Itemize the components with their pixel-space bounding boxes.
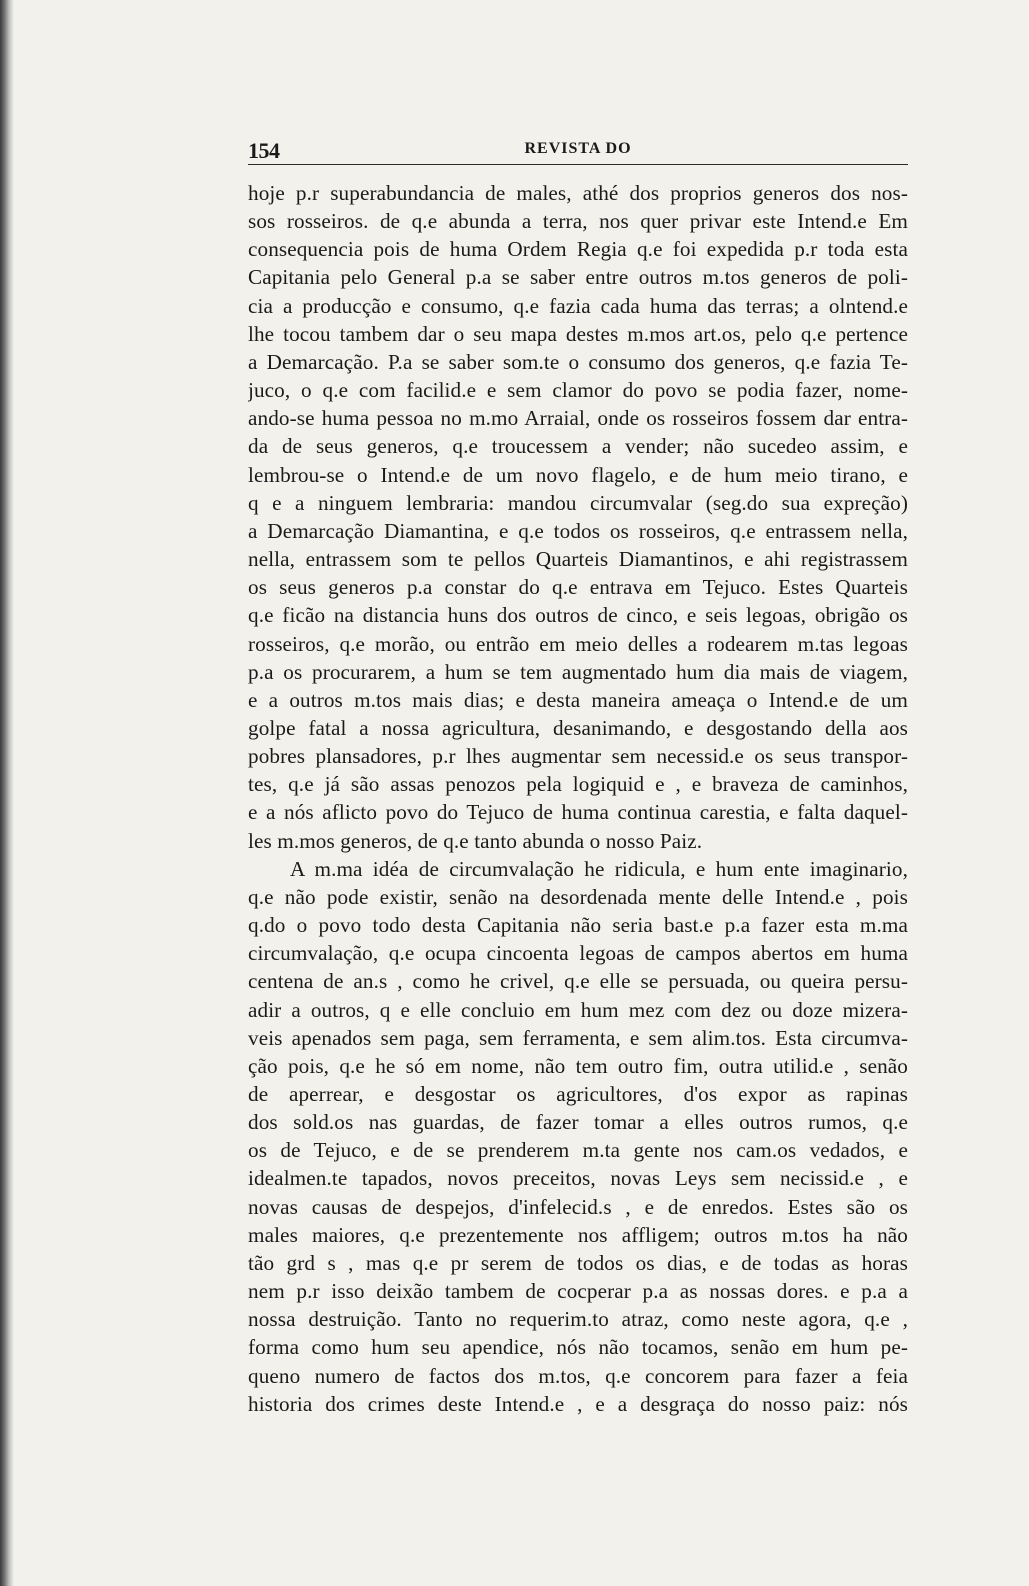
text-line: pobres plansadores, p.r lhes augmentar sem necessid.e os seus transpor-: [248, 744, 908, 769]
paragraph-2: [248, 855, 908, 1418]
text-line: forma como hum seu apendice, nós não tocamos, senão em hum pe-: [248, 1335, 908, 1360]
text-line: historia dos crimes deste Intend.e , e a desgraça do nosso paiz: nós: [248, 1391, 908, 1416]
text-line: tão grd s , mas q.e pr serem de todos os dias, e de todas as horas: [248, 1250, 908, 1275]
text-line: idealmen.te tapados, novos preceitos, novas Leys sem necissid.e , e: [248, 1166, 908, 1191]
text-line: novas causas de despejos, d'infelecid.s , e de enredos. Estes são os: [248, 1194, 908, 1219]
page-number: 154: [248, 138, 280, 163]
text-line: circumvalação, q.e ocupa cincoenta legoas de campos abertos em huma: [248, 941, 908, 966]
text-line: os seus generos p.a constar do q.e entrava em Tejuco. Estes Quarteis: [248, 575, 908, 600]
text-line: os de Tejuco, e de se prenderem m.ta gente nos cam.os vedados, e: [248, 1138, 908, 1163]
text-line: e a nós aflicto povo do Tejuco de huma continua carestia, e falta daquel-: [248, 800, 908, 825]
text-line: a Demarcação. P.a se saber som.te o consumo dos generos, q.e fazia Te-: [248, 349, 908, 374]
text-line: lhe tocou tambem dar o seu mapa destes m.mos art.os, pelo q.e pertence: [248, 321, 908, 346]
text-line: consequencia pois de huma Ordem Regia q.e foi expedida p.r toda esta: [248, 237, 908, 262]
page-binding-edge: [0, 0, 14, 1586]
text-line: cia a producção e consumo, q.e fazia cada huma das terras; a olntend.e: [248, 293, 908, 318]
running-head: [248, 130, 908, 165]
text-line: nossa destruição. Tanto no requerim.to atraz, como neste agora, q.e ,: [248, 1307, 908, 1332]
text-line: veis apenados sem paga, sem ferramenta, e sem alim.tos. Esta circumva-: [248, 1025, 908, 1050]
text-line: golpe fatal a nossa agricultura, desanimando, e desgostando della aos: [248, 715, 908, 740]
journal-title: REVISTA DO: [524, 140, 632, 157]
text-line: e a outros m.tos mais dias; e desta maneira ameaça o Intend.e de um: [248, 687, 908, 712]
text-line: nella, entrassem som te pellos Quarteis Diamantinos, e ahi registrassem: [248, 547, 908, 572]
text-line: lembrou-se o Intend.e de um novo flagelo, e de hum meio tirano, e: [248, 462, 908, 487]
text-line: rosseiros, q.e morão, ou entrão em meio delles a rodearem m.tas legoas: [248, 631, 908, 656]
body-text: [248, 179, 908, 1418]
text-line: queno numero de factos dos m.tos, q.e concorem para fazer a feia: [248, 1363, 908, 1388]
text-line: da de seus generos, q.e troucessem a vender; não sucedeo assim, e: [248, 434, 908, 459]
text-line: hoje p.r superabundancia de males, athé dos proprios generos dos nos-: [248, 181, 908, 205]
text-line: q.do o povo todo desta Capitania não seria bast.e p.a fazer esta m.ma: [248, 913, 908, 938]
text-line: dos sold.os nas guardas, de fazer tomar a elles outros rumos, q.e: [248, 1110, 908, 1135]
text-line: q e a ninguem lembraria: mandou circumvalar (seg.do sua expreção): [248, 490, 908, 515]
text-line: males maiores, q.e prezentemente nos affligem; outros m.tos ha não: [248, 1222, 908, 1247]
text-line: adir a outros, q e elle concluio em hum mez com dez ou doze mizera-: [248, 997, 908, 1022]
text-line: A m.ma idéa de circumvalação he ridicula, e hum ente imaginario,: [290, 856, 908, 881]
text-line: Capitania pelo General p.a se saber entre outros m.tos generos de poli-: [248, 265, 908, 290]
text-line: a Demarcação Diamantina, e q.e todos os rosseiros, q.e entrassem nella,: [248, 518, 908, 543]
paragraph-1: [248, 179, 908, 855]
text-line: ando-se huma pessoa no m.mo Arraial, onde os rosseiros fossem dar entra-: [248, 406, 908, 431]
text-line: ção pois, q.e he só em nome, não tem outro fim, outra utilid.e , senão: [248, 1053, 908, 1078]
text-line: nem p.r isso deixão tambem de cocperar p.a as nossas dores. e p.a a: [248, 1279, 908, 1304]
text-line: les m.mos generos, de q.e tanto abunda o nosso Paiz.: [248, 828, 703, 853]
text-line: sos rosseiros. de q.e abunda a terra, nos quer privar este Intend.e Em: [248, 209, 908, 234]
text-line: centena de an.s , como he crivel, q.e elle se persuada, ou queira persu-: [248, 969, 908, 994]
text-line: juco, o q.e com facilid.e e sem clamor do povo se podia fazer, nome-: [248, 378, 908, 403]
book-page: [248, 130, 908, 1420]
text-line: q.e ficão na distancia huns dos outros de cinco, e seis legoas, obrigão os: [248, 603, 908, 628]
text-line: p.a os procurarem, a hum se tem augmentado hum dia mais de viagem,: [248, 659, 908, 684]
text-line: tes, q.e já são assas penozos pela logiquid e , e braveza de caminhos,: [248, 772, 908, 797]
text-line: q.e não pode existir, senão na desordenada mente delle Intend.e , pois: [248, 884, 908, 909]
text-line: de aperrear, e desgostar os agricultores, d'os expor as rapinas: [248, 1082, 908, 1106]
